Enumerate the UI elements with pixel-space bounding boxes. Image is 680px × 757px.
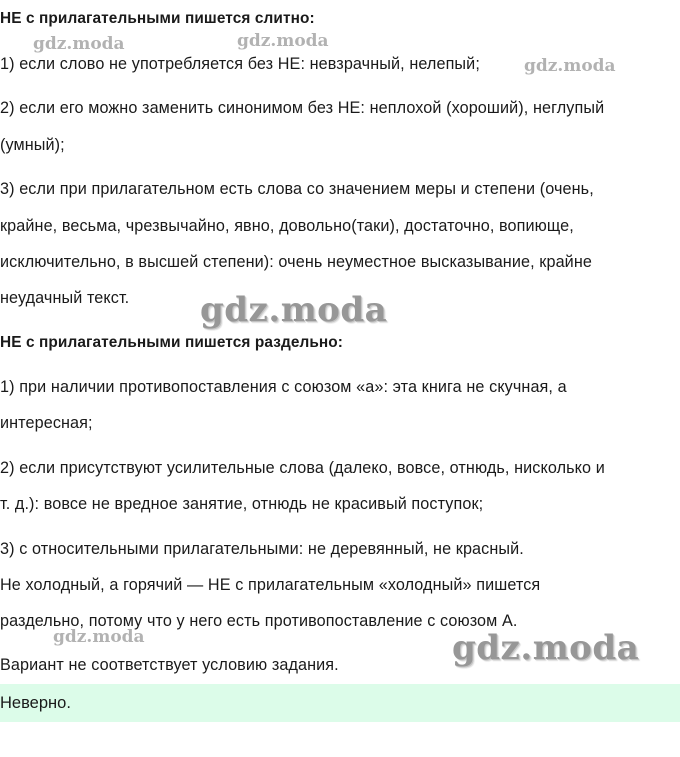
rule-solid-line: крайне, весьма, чрезвычайно, явно, довольно(таки), достаточно, вопиюще,: [0, 217, 574, 235]
watermark: gdz.moda: [237, 31, 329, 51]
watermark: gdz.moda: [53, 627, 145, 647]
rule-solid-line: исключительно, в высшей степени): очень неуместное высказывание, крайне: [0, 253, 592, 271]
rule-solid-line: (умный);: [0, 136, 65, 154]
watermark: gdz.moda: [33, 34, 125, 54]
rule-separate-line: 2) если присутствуют усилительные слова (далеко, вовсе, отнюдь, нисколько и: [0, 459, 605, 477]
rule-separate-line: 3) с относительными прилагательными: не деревянный, не красный.: [0, 540, 524, 558]
explanation-line: раздельно, потому что у него есть противопоставление с союзом А.: [0, 612, 518, 630]
rule-separate-line: 1) при наличии противопоставления с союзом «а»: эта книга не скучная, а: [0, 378, 567, 396]
rule-solid-line: 2) если его можно заменить синонимом без НЕ: неплохой (хороший), неглупый: [0, 99, 605, 117]
watermark: gdz.moda: [200, 290, 388, 330]
rule-solid-line: неудачный текст.: [0, 289, 130, 307]
rule-heading-solid: НЕ с прилагательными пишется слитно:: [0, 10, 315, 27]
watermark: gdz.moda: [452, 628, 640, 668]
rule-separate-line: т. д.): вовсе не вредное занятие, отнюдь не красивый поступок;: [0, 495, 484, 513]
verdict-banner: [0, 684, 680, 722]
watermark: gdz.moda: [524, 56, 616, 76]
explanation-line: Вариант не соответствует условию задания.: [0, 656, 339, 674]
verdict-text: Неверно.: [0, 694, 71, 712]
rule-solid-line: 3) если при прилагательном есть слова со значением меры и степени (очень,: [0, 180, 594, 198]
rule-heading-separate: НЕ с прилагательными пишется раздельно:: [0, 334, 344, 351]
explanation-line: Не холодный, а горячий — НЕ с прилагательным «холодный» пишется: [0, 576, 541, 594]
rule-separate-line: интересная;: [0, 414, 93, 432]
rule-solid-line: 1) если слово не употребляется без НЕ: невзрачный, нелепый;: [0, 55, 480, 73]
